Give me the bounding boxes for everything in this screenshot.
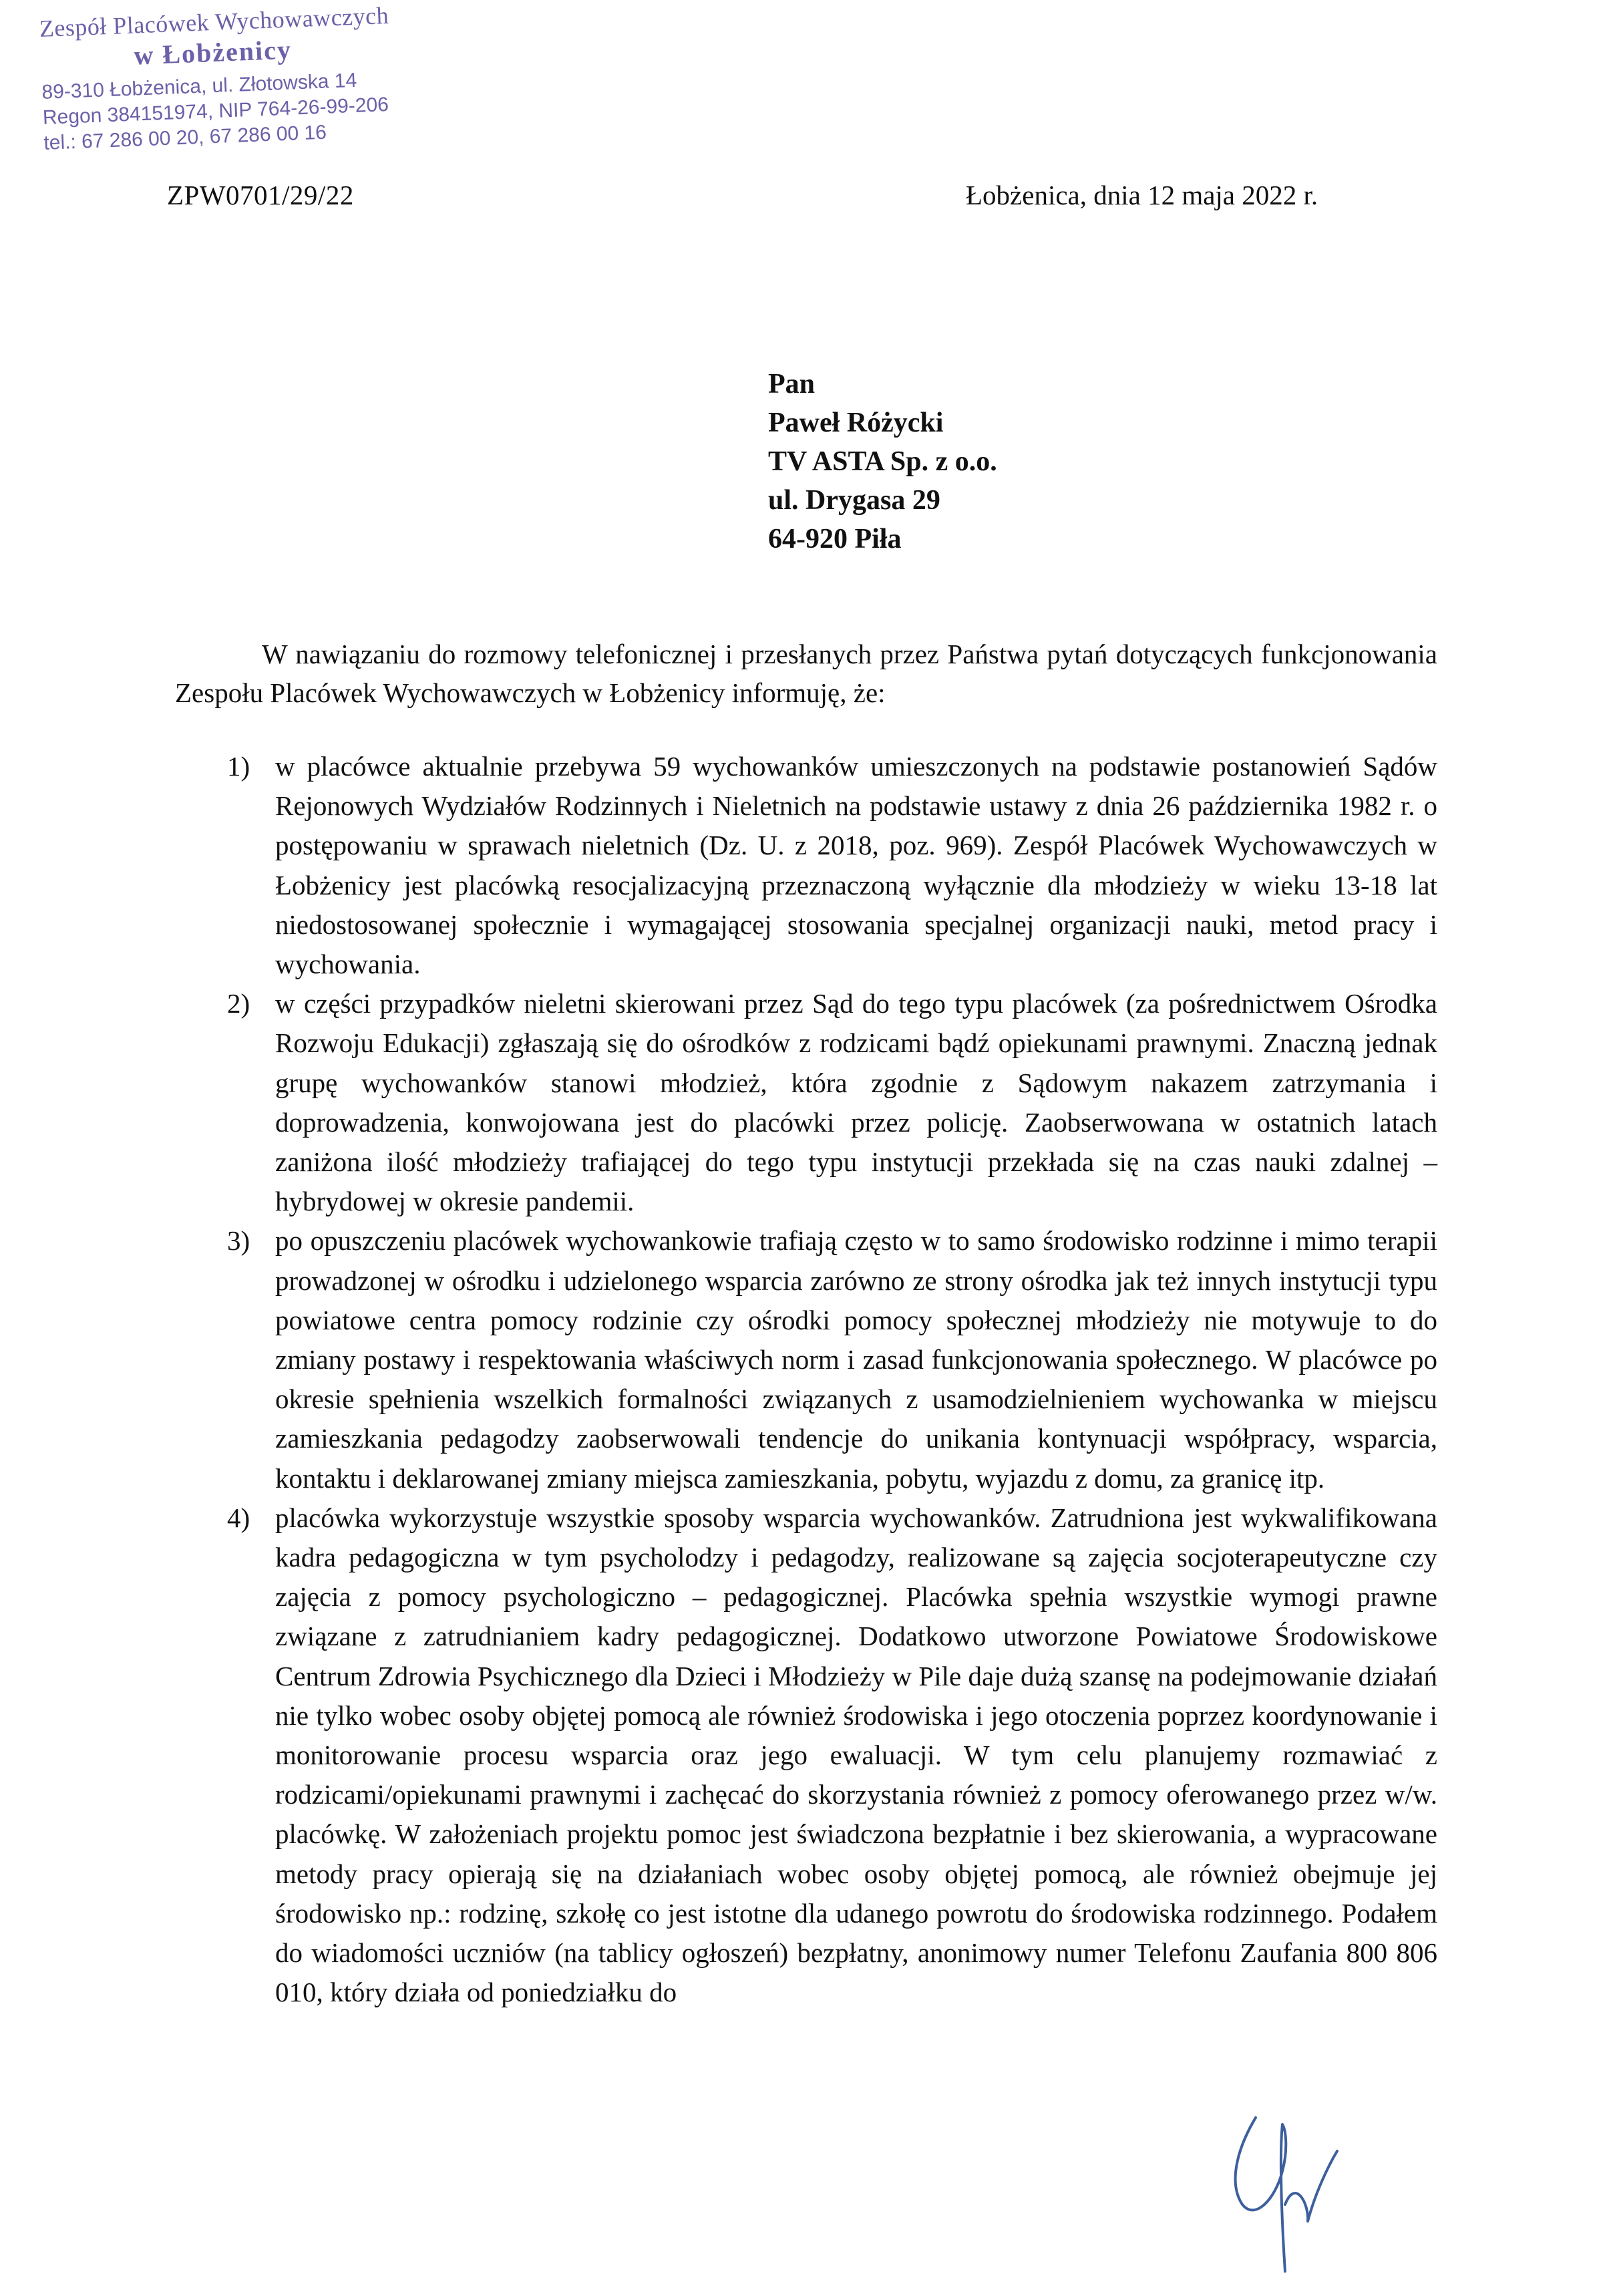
addressee-city: 64-920 Piła [768, 524, 902, 554]
point-text: w części przypadków nieletni skierowani przez Sąd do tego typu placówek (za pośrednictwem Ośrodka Rozwoju Edukacji) zgłaszają się do ośrodków z rodzicami bądź opiekunami prawnymi. Znaczną jednak grupę wychowanków stanowi młodzież, która zgodnie z Sądowym nakazem zatrzymania i doprowadzenia, konwojowana jest do placówki przez policję. Zaobserwowana w ostatnich latach zaniżona ilość młodzieży trafiającej do tego typu instytucji przekłada się na czas nauki zdalnej – hybrydowej w okresie pandemii. [275, 988, 1437, 1217]
point-text: placówka wykorzystuje wszystkie sposoby wsparcia wychowanków. Zatrudniona jest wykwalifikowana kadra pedagogiczna w tym psycholodzy i pedagodzy, realizowane są zajęcia socjoterapeutyczne czy zajęcia z pomocy psychologiczno – pedagogicznej. Placówka spełnia wszystkie wymogi prawne związane z zatrudnianiem kadry pedagogicznej. Dodatkowo utworzone Powiatowe Środowiskowe Centrum Zdrowia Psychicznego dla Dzieci i Młodzieży w Pile daje dużą szansę na podejmowanie działań nie tylko wobec osoby objętej pomocą ale również środowiska i jego otoczenia poprzez koordynowanie i monitorowanie procesu wsparcia oraz jego ewaluacji. W tym celu planujemy rozmawiać z rodzicami/opiekunami prawnymi i zachęcać do skorzystania również z pomocy oferowanego przez w/w. placówkę. W założeniach projektu pomoc jest świadczona bezpłatnie i bez skierowania, a wypracowane metody pracy opierają się na działaniach wobec osoby objętej pomocą, ale również obejmuje jej środowisko np.: rodzinę, szkołę co jest istotne dla udanego powrotu do środowiska rodzinnego. Podałem do wiadomości uczniów (na tablicy ogłoszeń) bezpłatny, anonimowy numer Telefonu Zaufania 800 806 010, który działa od poniedziałku do [275, 1502, 1437, 2008]
list-item [227, 747, 1437, 984]
place-and-date: Łobżenica, dnia 12 maja 2022 r. [966, 180, 1318, 210]
stamp-phone: tel.: 67 286 00 20, 67 286 00 16 [43, 121, 327, 154]
handwritten-signature [1229, 2104, 1343, 2278]
list-item [227, 1221, 1437, 1498]
reference-number: ZPW0701/29/22 [167, 180, 354, 210]
addressee-salutation: Pan [768, 369, 816, 399]
numbered-points [227, 747, 1437, 2013]
intro-paragraph: W nawiązaniu do rozmowy telefonicznej i przesłanych przez Państwa pytań dotyczących funkcjonowania Zespołu Placówek Wychowawczych w Łobżenicy informuję, że: [175, 639, 1437, 708]
addressee-company: TV ASTA Sp. z o.o. [768, 446, 997, 477]
point-number: 2) [227, 988, 250, 1019]
point-number: 1) [227, 751, 250, 782]
point-number: 4) [227, 1502, 250, 1533]
addressee-street: ul. Drygasa 29 [768, 485, 940, 516]
list-item [227, 984, 1437, 1221]
point-text: po opuszczeniu placówek wychowankowie trafiają często w to samo środowisko rodzinne i mimo terapii prowadzonej w ośrodku i udzielonego wsparcia zarówno ze strony ośrodka jak też innych instytucji typu powiatowe centra pomocy rodzinie czy ośrodki pomocy społecznej młodzieży nie motywuje to do zmiany postawy i respektowania właściwych norm i zasad funkcjonowania społecznego. W placówce po okresie spełnienia wszelkich formalności związanych z usamodzielnieniem wychowanka w miejscu zamieszkania pedagodzy zaobserwowali tendencje do unikania kontynuacji współpracy, wsparcia, kontaktu i deklarowanej zmiany miejsca zamieszkania, pobytu, wyjazdu z domu, za granicę itp. [275, 1225, 1437, 1494]
institution-stamp [39, 0, 472, 156]
point-number: 3) [227, 1225, 250, 1257]
stamp-town: w Łobżenicy [133, 34, 293, 71]
stamp-regon-nip: Regon 384151974, NIP 764-26-99-206 [42, 94, 389, 129]
stamp-institution-name: Zespół Placówek Wychowawczych [39, 1, 389, 42]
addressee-block [768, 365, 997, 558]
list-item [227, 1498, 1437, 2013]
stamp-address: 89-310 Łobżenica, ul. Złotowska 14 [41, 69, 357, 104]
addressee-name: Paweł Różycki [768, 407, 944, 438]
point-text: w placówce aktualnie przebywa 59 wychowanków umieszczonych na podstawie postanowień Sądów Rejonowych Wydziałów Rodzinnych i Nieletnich na podstawie ustawy z dnia 26 października 1982 r. o postępowaniu w sprawach nieletnich (Dz. U. z 2018, poz. 969). Zespół Placówek Wychowawczych w Łobżenicy jest placówką resocjalizacyjną przeznaczoną wyłącznie dla młodzieży w wieku 13-18 lat niedostosowanej społecznie i wymagającej stosowania specjalnej organizacji nauki, metod pracy i wychowania. [275, 751, 1437, 980]
